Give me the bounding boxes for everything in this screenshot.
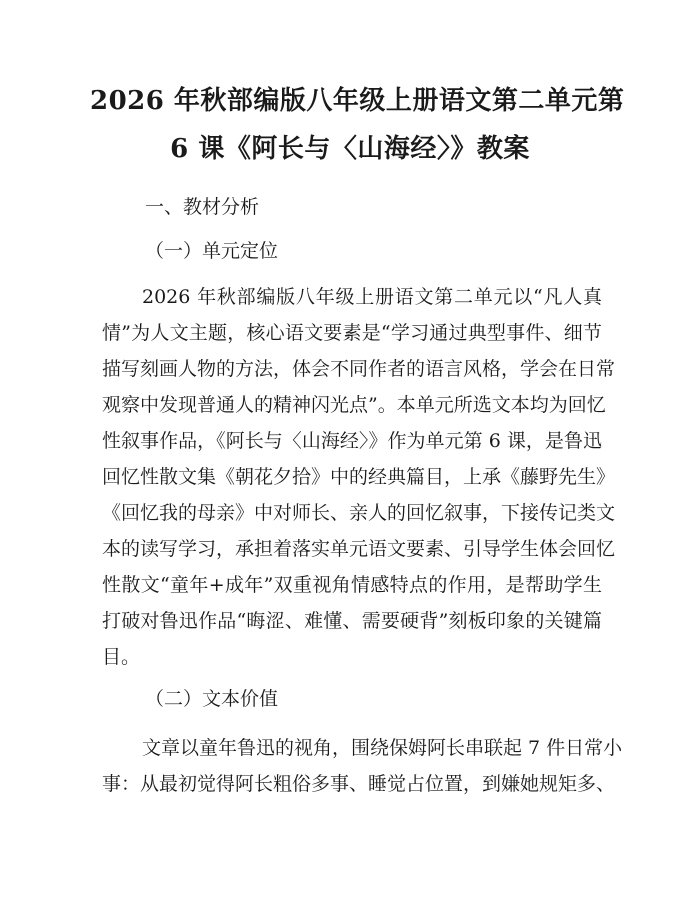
- paragraph-line: 文章以童年鲁迅的视角，围绕保姆阿长串联起 7 件日常小: [142, 737, 623, 759]
- subsection-heading-unit-positioning: （一）单元定位: [145, 240, 279, 262]
- paragraph-line: 观察中发现普通人的精神闪光点”。本单元所选文本均为回忆: [102, 394, 606, 416]
- paragraph-line: 2026 年秋部编版八年级上册语文第二单元以“凡人真: [142, 286, 602, 308]
- paragraph-line: 打破对鲁迅作品“晦涩、难懂、需要硬背”刻板印象的关键篇: [102, 610, 602, 632]
- paragraph-line: 性叙事作品，《阿长与〈山海经〉》作为单元第 6 课，是鲁迅: [102, 430, 602, 452]
- paragraph-line: 性散文“童年+成年”双重视角情感特点的作用，是帮助学生: [102, 574, 602, 596]
- document-title-line-1: 2026 年秋部编版八年级上册语文第二单元第: [90, 86, 625, 116]
- subsection-heading-text-value: （二）文本价值: [145, 688, 279, 710]
- paragraph-line: 《回忆我的母亲》中对师长、亲人的回忆叙事，下接传记类文: [102, 502, 616, 524]
- section-heading-teaching-material-analysis: 一、教材分析: [145, 196, 260, 218]
- paragraph-line: 回忆性散文集《朝花夕拾》中的经典篇目，上承《藤野先生》: [102, 466, 616, 488]
- paragraph-line: 目。: [102, 646, 141, 668]
- paragraph-line: 事：从最初觉得阿长粗俗多事、睡觉占位置，到嫌她规矩多、: [102, 773, 616, 795]
- document-title-line-2: 6 课《阿长与〈山海经〉》教案: [170, 134, 530, 164]
- paragraph-line: 描写刻画人物的方法，体会不同作者的语言风格，学会在日常: [102, 358, 616, 380]
- paragraph-line: 情”为人文主题，核心语文要素是“学习通过典型事件、细节: [102, 322, 602, 344]
- paragraph-line: 本的读写学习，承担着落实单元语文要素、引导学生体会回忆: [102, 538, 616, 560]
